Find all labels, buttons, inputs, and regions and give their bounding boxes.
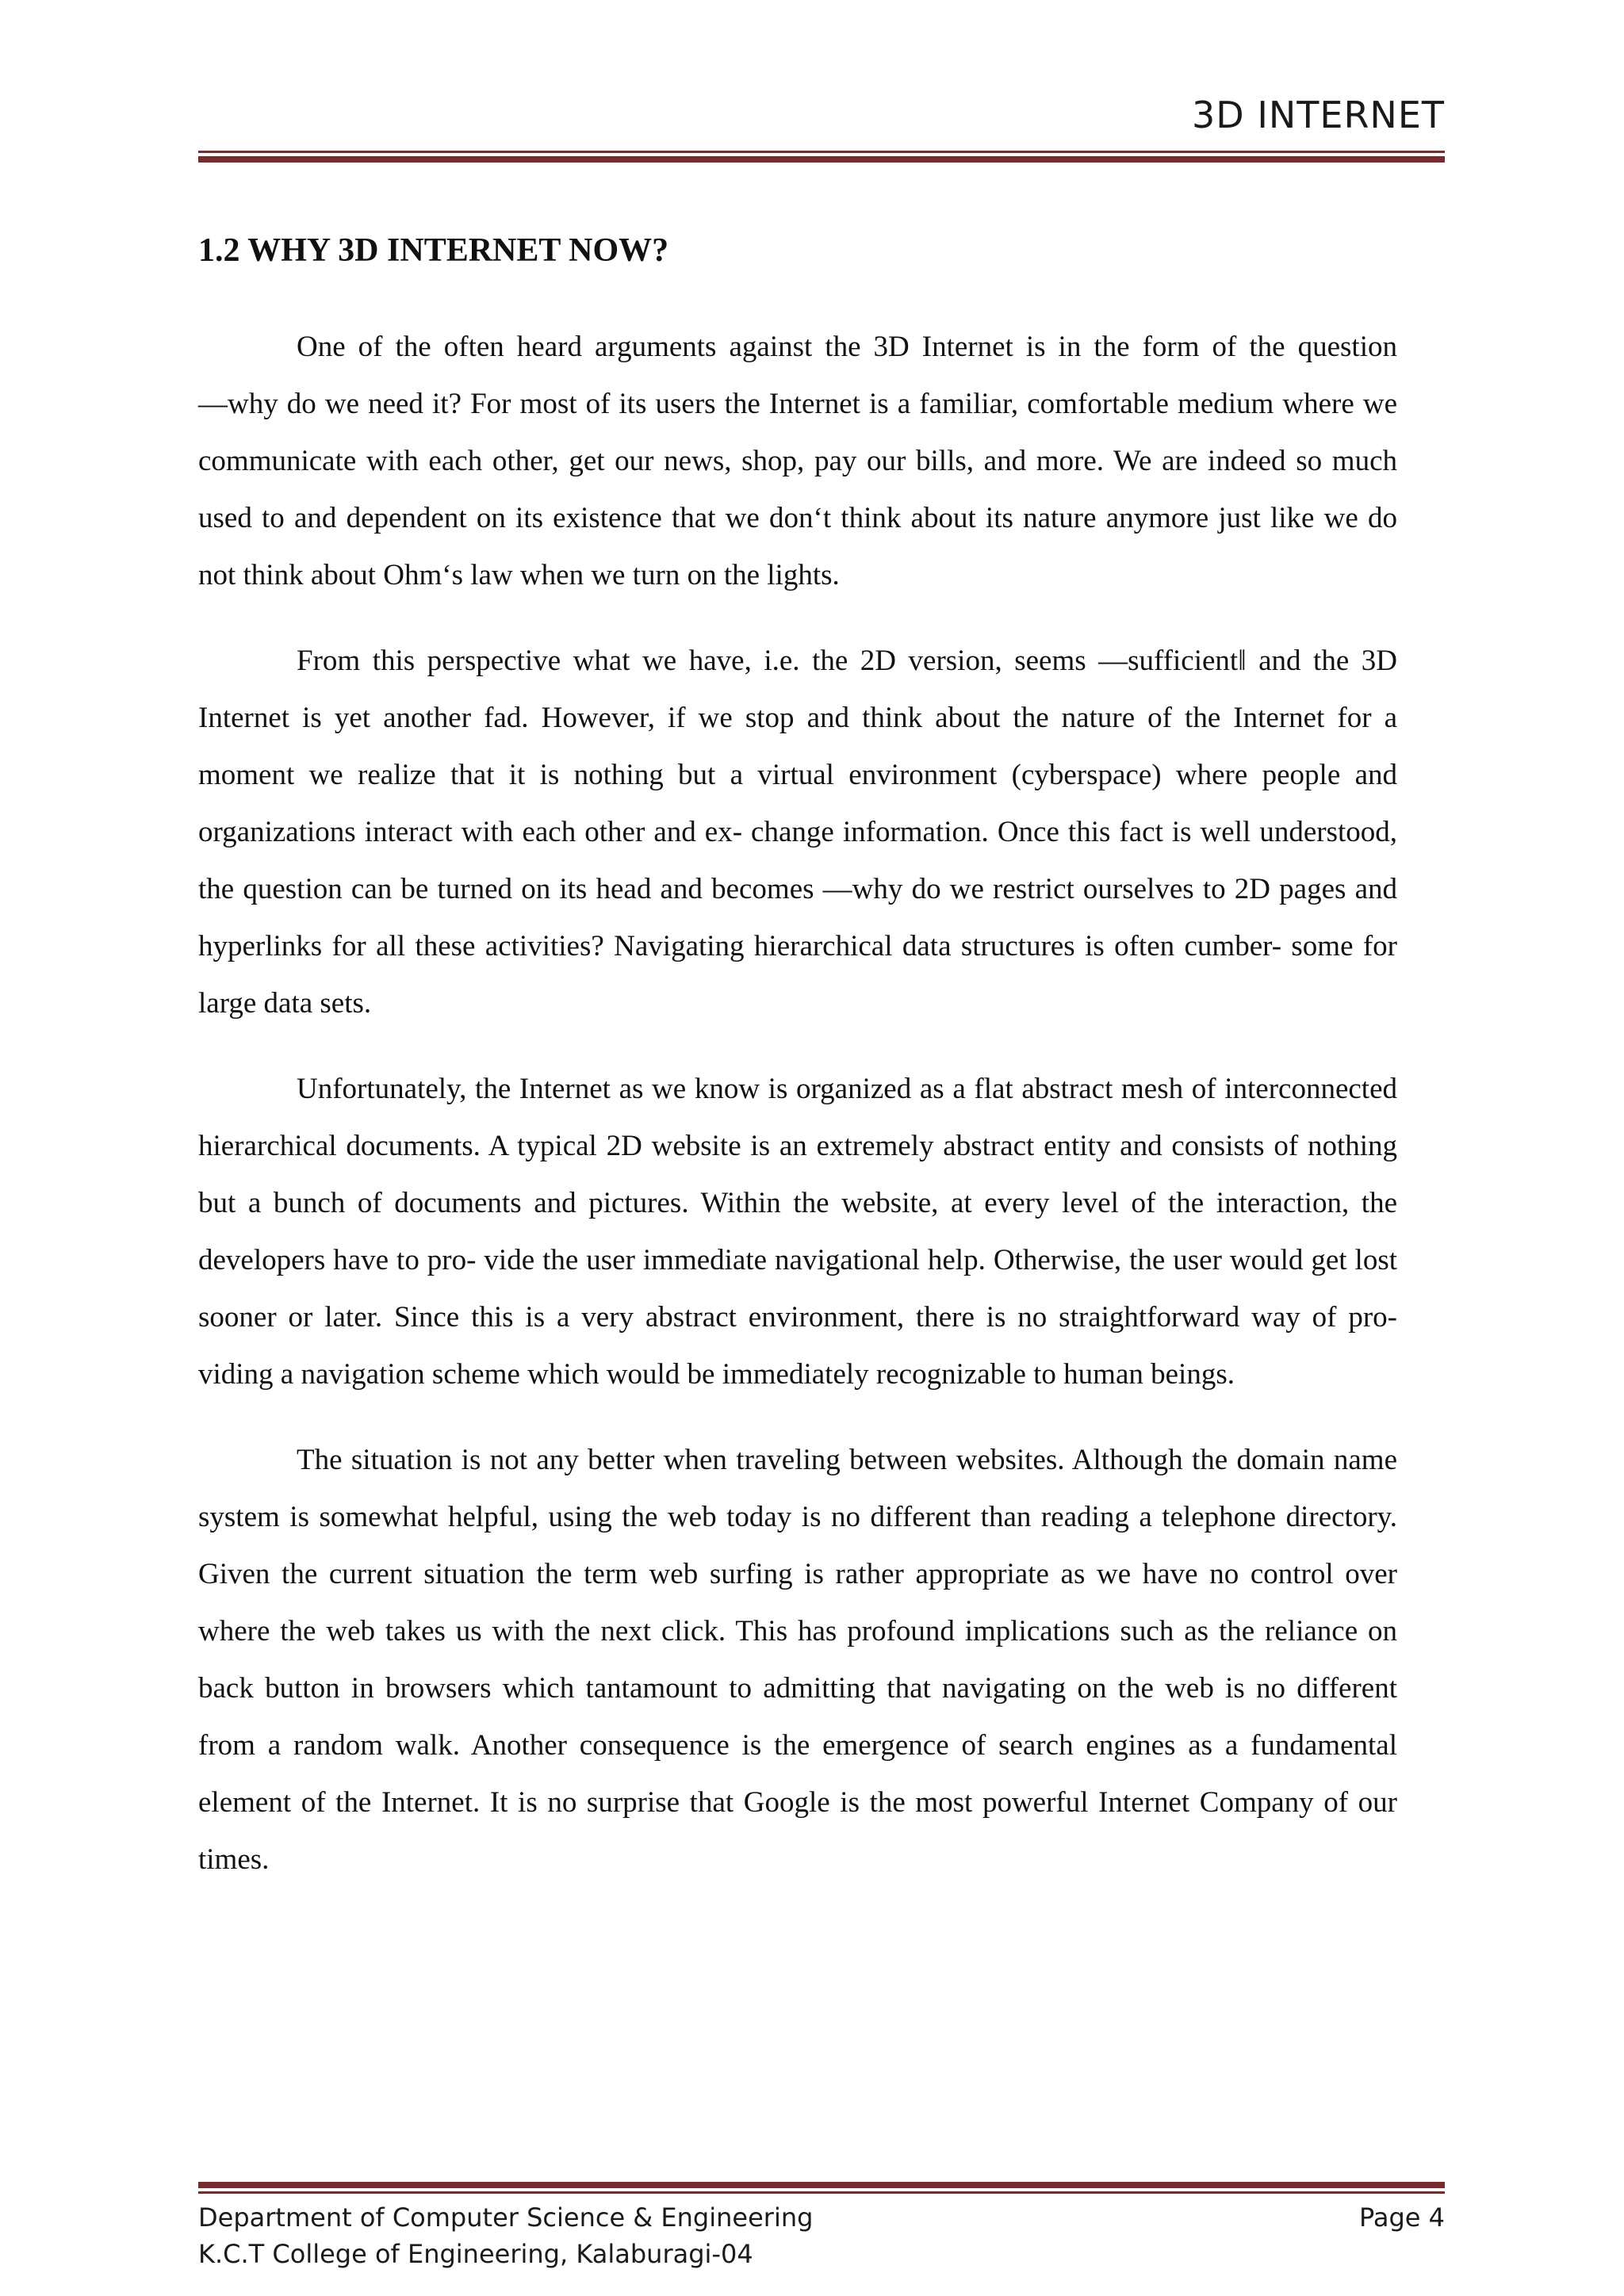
footer-page-number: Page 4 <box>1359 2202 1445 2233</box>
paragraph-4: The situation is not any better when traveling between websites. Although the domain name system is somewhat helpful, using the web today is no different than reading a telephone directory. Given the current situation the term web surfing is rather appropriate as we have no control over where the web takes us with the next click. This has profound implications such as the reliance on back button in browsers which tantamount to admitting that navigating on the web is no different from a random walk. Another consequence is the emergence of search engines as a fundamental element of the Internet. It is no surprise that Google is the most powerful Internet Company of our times. <box>198 1444 1397 1876</box>
paragraph-2: From this perspective what we have, i.e. the 2D version, seems ―sufficient‖ and the 3D Internet is yet another fad. However, if we stop and think about the nature of the Internet for a moment we realize that it is nothing but a virtual environment (cyberspace) where people and organizations interact with each other and ex- change information. Once this fact is well understood, the question can be turned on its head and becomes ―why do we restrict ourselves to 2D pages and hyperlinks for all these activities? Navigating hierarchical data structures is often cumber- some for large data sets. <box>198 645 1397 1020</box>
section-heading: 1.2 WHY 3D INTERNET NOW? <box>198 232 669 269</box>
footer-rule-thin <box>198 2191 1445 2194</box>
footer-rule-thick <box>198 2182 1445 2188</box>
footer-department: Department of Computer Science & Engineering <box>198 2202 814 2233</box>
paragraph-3: Unfortunately, the Internet as we know is organized as a flat abstract mesh of interconnected hierarchical documents. A typical 2D website is an extremely abstract entity and consists of nothing but a bunch of documents and pictures. Within the website, at every level of the interaction, the developers have to pro- vide the user immediate navigational help. Otherwise, the user would get lost sooner or later. Since this is a very abstract environment, there is no straightforward way of pro- viding a navigation scheme which would be immediately recognizable to human beings. <box>198 1073 1397 1391</box>
header-rule-thick <box>198 156 1445 163</box>
running-header-title: 3D INTERNET <box>1192 94 1445 136</box>
header-rule-thin <box>198 151 1445 153</box>
footer-college: K.C.T College of Engineering, Kalaburagi-04 <box>198 2239 753 2269</box>
body-text <box>198 319 1397 1917</box>
footer-institution <box>198 2199 813 2272</box>
paragraph-1: One of the often heard arguments against the 3D Internet is in the form of the question ―why do we need it? For most of its users the Internet is a familiar, comfortable medium where we communicate with each other, get our news, shop, pay our bills, and more. We are indeed so much used to and dependent on its existence that we don‘t think about its nature anymore just like we do not think about Ohm‘s law when we turn on the lights. <box>198 331 1397 591</box>
